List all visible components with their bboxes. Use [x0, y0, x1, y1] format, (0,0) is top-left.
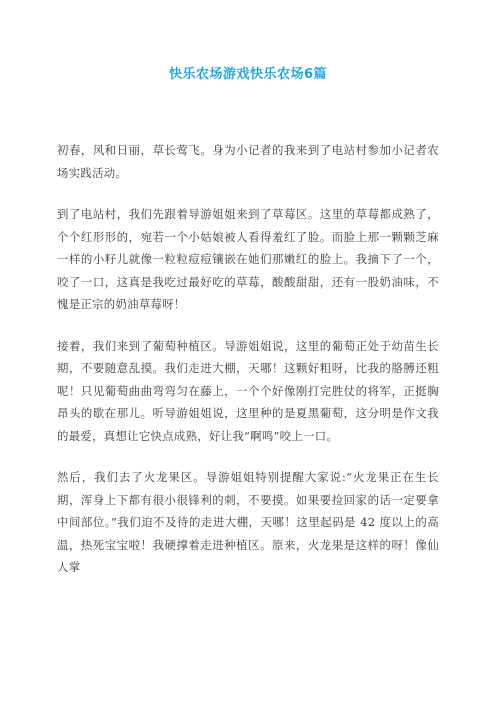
document-title: 快乐农场游戏快乐农场6篇 — [168, 67, 328, 82]
paragraph-3: 接着，我们来到了葡萄种植区。导游姐姐说，这里的葡萄正处于幼苗生长期，不要随意乱摸。我们走进大棚，天哪！这颗好粗呀，比我的胳膊还粗呢！只见葡萄曲曲弯弯匀在藤上，一个个好像刚打完胜仗的将军，正挺胸昂头的歇在那儿。听导游姐姐说，这里种的是夏黑葡萄，这分明是作文我的最爱，真想让它快点成熟，好让我“啊鸣”咬上一口。 — [57, 338, 439, 443]
paragraph-4: 然后，我们去了火龙果区。导游姐姐特别提醒大家说:“火龙果正在生长期，浑身上下都有很小很锋利的刺，不要摸。如果要捡回家的话一定要拿中间部位。”我们迫不及待的走进大棚，天哪！这里起码是 42 度以上的高温，热死宝宝啦！我硬撑着走进种植区。原来，火龙果是这样的呀！像仙人掌 — [57, 470, 439, 574]
paragraph-1: 初春，风和日丽，草长莺飞。身为小记者的我来到了电站村参加小记者农场实践活动。 — [57, 143, 439, 180]
paragraph-2: 到了电站村，我们先跟着导游姐姐来到了草莓区。这里的草莓都成熟了，个个红形形的，宛若一个小姑娘被人看得羞红了脸。而脸上那一颗颗芝麻一样的小籽儿就像一粒粒痘痘镶嵌在她们那嫩红的脸上。我摘下了一个，咬了一口，这真是我吃过最好吃的草莓，酸酸甜甜，还有一股奶油味，不愧是正宗的奶油草莓呀！ — [57, 207, 439, 311]
document-body — [57, 139, 439, 598]
